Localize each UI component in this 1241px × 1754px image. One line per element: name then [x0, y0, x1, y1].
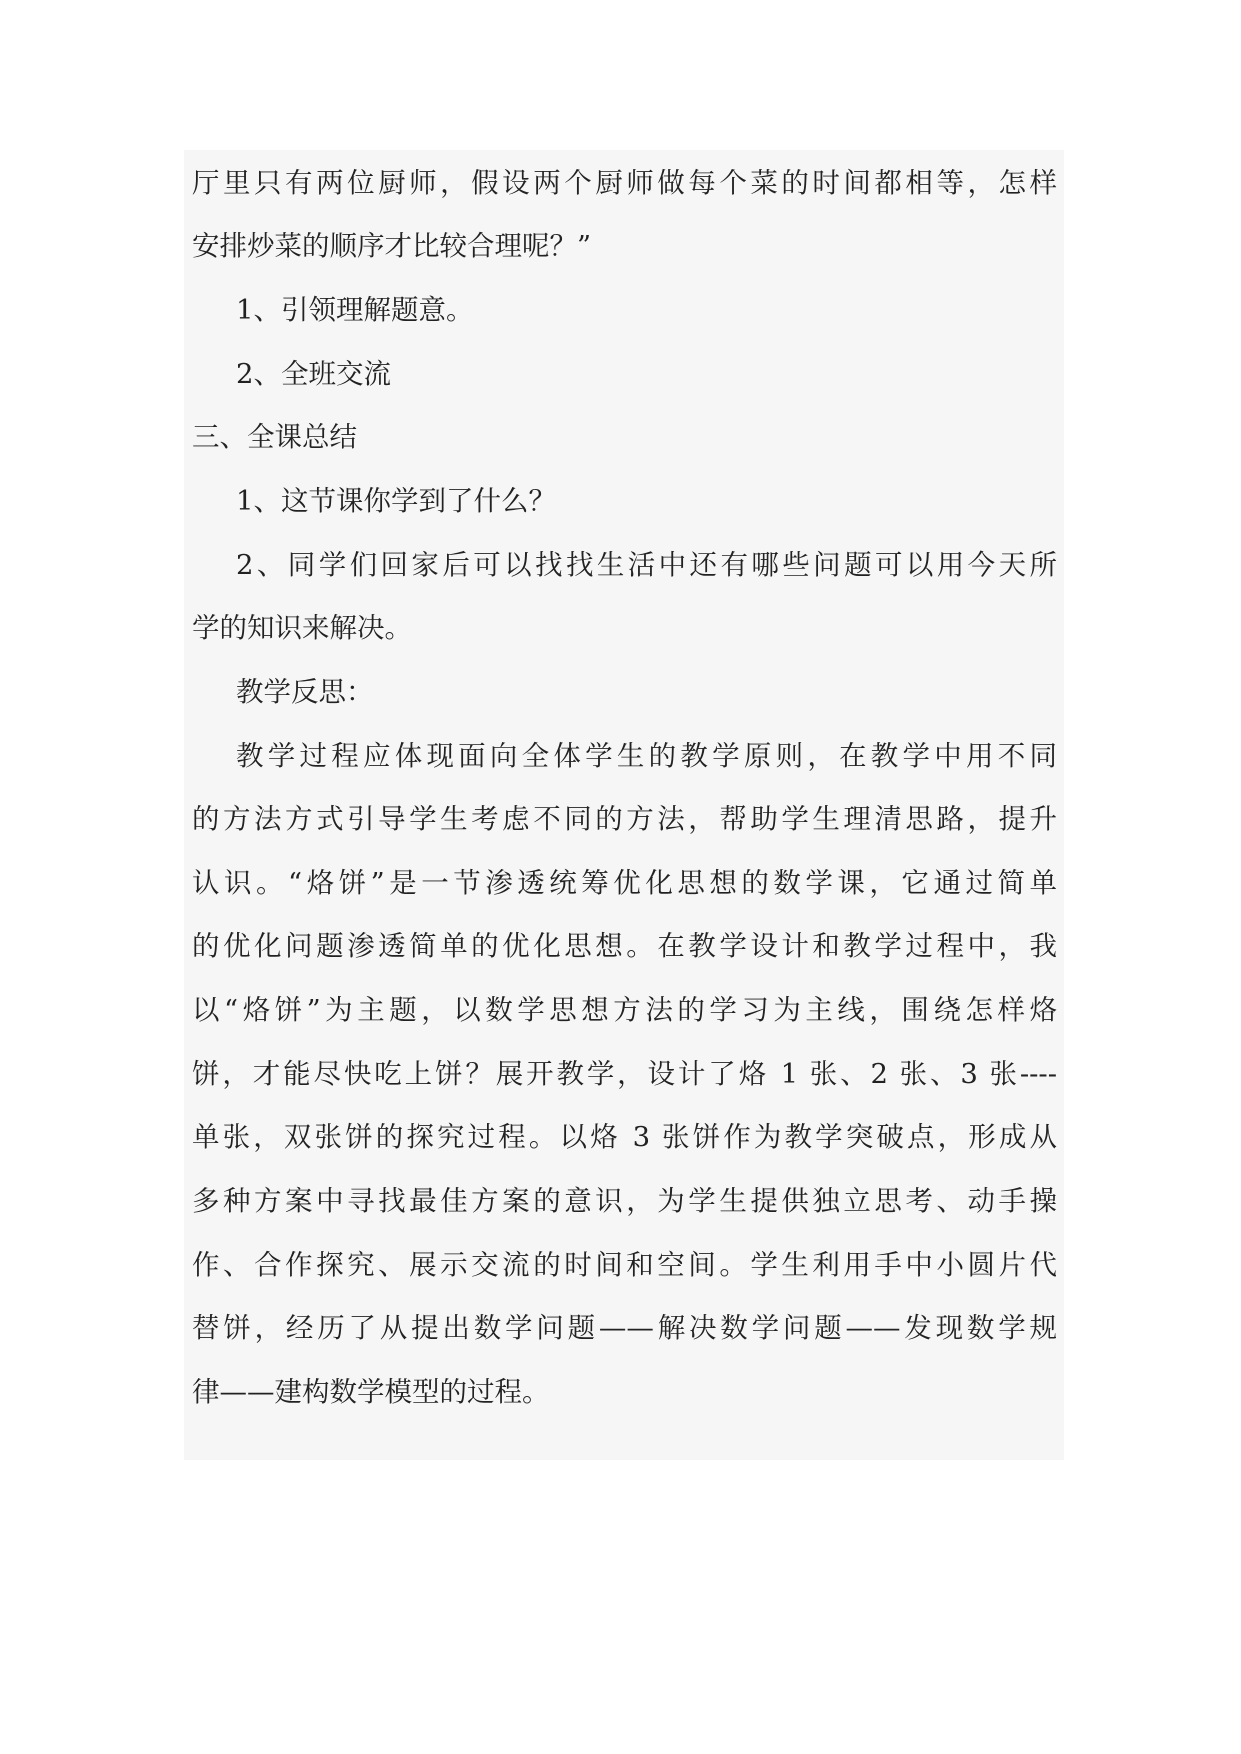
reflection-line-4: 的优化问题渗透简单的优化思想。在教学设计和教学过程中，我	[192, 930, 1057, 962]
reflection-line-7: 单张，双张饼的探究过程。以烙 3 张饼作为教学突破点，形成从	[192, 1121, 1057, 1153]
reflection-line-3: 认识。“烙饼”是一节渗透统筹优化思想的数学课，它通过简单	[192, 867, 1057, 899]
reflection-line-11: 律——建构数学模型的过程。	[192, 1376, 550, 1408]
reflection-line-8: 多种方案中寻找最佳方案的意识，为学生提供独立思考、动手操	[192, 1185, 1057, 1217]
list-item-homework: 2、同学们回家后可以找找生活中还有哪些问题可以用今天所	[236, 549, 1057, 581]
reflection-line-1: 教学过程应体现面向全体学生的教学原则，在教学中用不同	[236, 740, 1057, 772]
reflection-line-2: 的方法方式引导学生考虑不同的方法，帮助学生理清思路，提升	[192, 803, 1057, 835]
list-item-understand-problem: 1、引领理解题意。	[236, 294, 474, 326]
reflection-line-9: 作、合作探究、展示交流的时间和空间。学生利用手中小圆片代	[192, 1249, 1057, 1281]
reflection-line-5: 以“烙饼”为主题，以数学思想方法的学习为主线，围绕怎样烙	[192, 994, 1057, 1026]
list-item-class-discussion: 2、全班交流	[236, 358, 391, 390]
text-line-1: 厅里只有两位厨师，假设两个厨师做每个菜的时间都相等，怎样	[192, 167, 1057, 199]
document-text-block	[184, 150, 1064, 1460]
section-heading-summary: 三、全课总结	[192, 421, 357, 453]
text-line-2: 安排炒菜的顺序才比较合理呢？”	[192, 230, 592, 262]
reflection-line-10: 替饼，经历了从提出数学问题——解决数学问题——发现数学规	[192, 1312, 1057, 1344]
reflection-heading: 教学反思：	[236, 676, 374, 708]
list-item-what-learned: 1、这节课你学到了什么？	[236, 485, 556, 517]
reflection-line-6: 饼，才能尽快吃上饼？展开教学，设计了烙 1 张、2 张、3 张----	[192, 1058, 1057, 1090]
text-line-homework-cont: 学的知识来解决。	[192, 612, 412, 644]
